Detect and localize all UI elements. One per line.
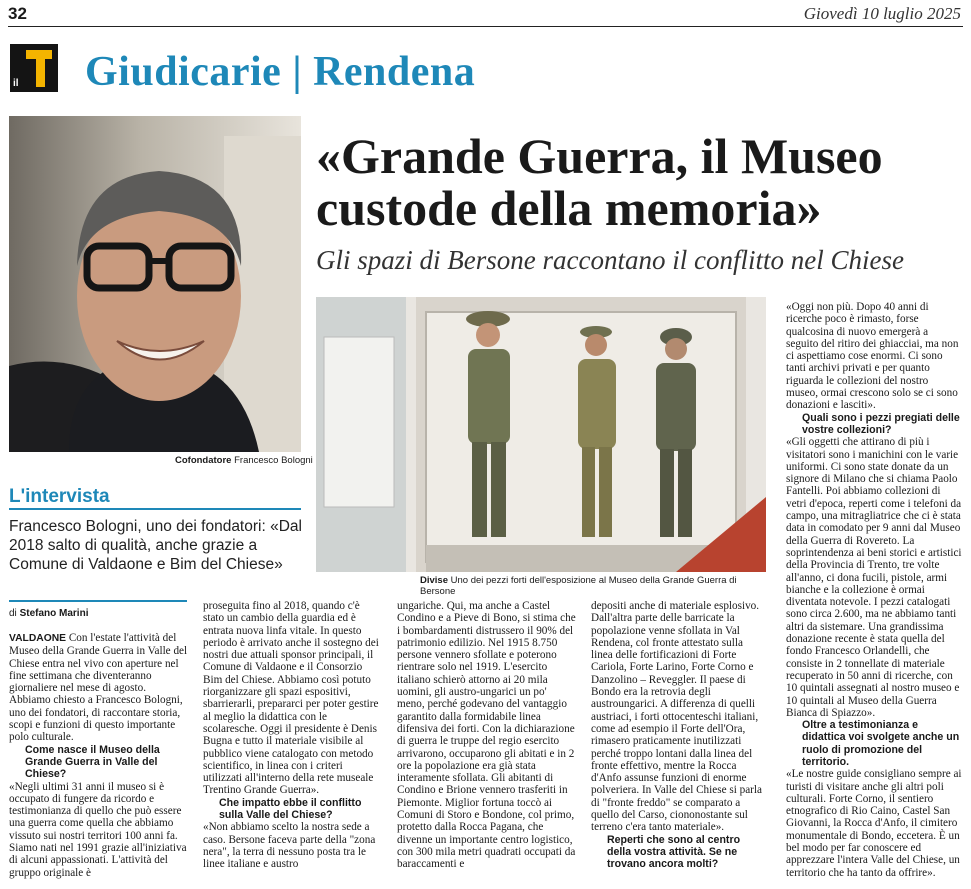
article-column-1 (9, 632, 189, 879)
article-column-2 (203, 600, 381, 871)
interview-question: Come nasce il Museo della Grande Guerra in Valle del Chiese? (25, 743, 160, 781)
portrait-caption-label: Cofondatore (175, 455, 232, 466)
exhibit-caption (420, 575, 770, 597)
byline (9, 608, 88, 619)
subheadline: Gli spazi di Bersone raccontano il conflitto nel Chiese (316, 245, 904, 275)
interview-deck: Francesco Bologni, uno dei fondatori: «Dal 2018 salto di qualità, anche grazie a Comune di Valdaone e Bim del Chiese» (9, 518, 302, 573)
interview-rule (9, 508, 301, 510)
column-paragraph: «Negli ultimi 31 anni il museo si è occupato di fungere da ricordo e testimonianza di quello che può essere una guerra come quella che abbiamo vissuto sui nostri territori 100 anni fa. Siamo nati nel 1991 grazie all'iniziativa di alcuni appassionati. L'attività del gruppo originale è (9, 780, 187, 879)
newspaper-logo (10, 44, 58, 92)
logo-il-text: il (13, 78, 19, 89)
column-paragraph: «Gli oggetti che attirano di più i visitatori sono i manichini con le varie uniformi. Ci sono state donate da un signore di Milano che si chiama Paolo Fantelli. Poi abbiamo collezioni di vetri d'epoca, reperti come i telefoni da campo, una mitragliatrice che ci è stata data in comodato per 9 anni dal Museo della Guerra di Rovereto. La soprintendenza ai beni storici e artistici della Provincia di Trento, tre volte all'anno, ci dona fucili, pistole, armi bianche e la collezione è ormai diventata notevole. I pezzi catalogati sono circa 2.600, ma ne abbiamo tanti altri da sistemare. Una grandissima donazione recente è stata quella del fondo Francesco Orlandelli, che consiste in 2 tonnellate di materiale recuperato in 50 anni di ricerche, con 10 quintali assegnati al nostro museo e 10 quintali al Museo della Guerra Bianca di Spiazzo». (786, 436, 962, 719)
article-column-4 (591, 600, 766, 871)
section-title: Giudicarie | Rendena (85, 49, 476, 95)
portrait-caption (175, 455, 313, 466)
interview-question: Reperti che sono al centro della vostra attività. Se ne trovano ancora molti? (607, 833, 741, 871)
interview-question: Oltre a testimonianza e didattica voi svolgete anche un ruolo di promozione del territorio. (802, 719, 960, 768)
header-rule (8, 26, 963, 27)
byline-prefix: di (9, 608, 17, 619)
portrait-caption-text: Francesco Bologni (234, 455, 313, 466)
portrait-photo (9, 116, 301, 452)
column-paragraph: «Le nostre guide consigliano sempre ai turisti di visitare anche gli altri poli culturali. Forte Corno, il sentiero etnografico di Rio Caino, Castel San Giovanni, la Rocca d'Anfo, il cimitero monumentale di Bondo, eccetera. È un bel modo per far conoscere ed apprezzare l'intera Valle del Chiese, un territorio che ha tanto da offrire». (786, 768, 962, 879)
column-paragraph: depositi anche di materiale esplosivo. Dall'altra parte delle barricate la popolazione venne sfollata in Val Rendena, col fronte attestato sulla linea delle fortificazioni di Forte Cariola, Forte Larino, Forte Corno e Danzolino – Reveggler. Il paese di Bondo era la retrovia degli austroungarici. A differenza di quelli austriaci, i forti ottocenteschi italiani, come ad esempio il Forte dell'Ora, rimasero praticamente inutilizzati perché troppo lontani dalla linea del fronte effettivo, mentre la Rocca d'Anfo assunse funzioni di enorme polveriera. In Valle del Chiese si parla di "fronte freddo" se comparato a quello del Carso, ciononostante sul terreno c'era tanto materiale». (591, 600, 762, 834)
issue-date: Giovedì 10 luglio 2025 (803, 4, 961, 23)
exhibit-photo (316, 297, 766, 572)
exhibit-caption-text: Uno dei pezzi forti dell'esposizione al Museo della Grande Guerra di Bersone (420, 575, 737, 597)
paragraph-text: Con l'estate l'attività del Museo della Grande Guerra in Valle del Chiese entra nel vivo con aperture nel fine settimana che diventeranno giornaliere nel mese di agosto. Abbiamo chiesto a Francesco Bologni, uno dei fondatori, di raccontare storia, scopi e funzioni di questo importante polo culturale. (9, 632, 188, 744)
column-paragraph: «Oggi non più. Dopo 40 anni di ricerche poco è rimasto, forse qualcosina di nuovo emergerà a seguito del ritiro dei ghiacciai, ma non ci aspettiamo cose enormi. Ci sono tanti archivi privati e per quanto riguarda le collezioni del nostro museo, ormai crescono solo se ci sono donazioni e lasciti». (786, 301, 959, 412)
page-number: 32 (8, 4, 27, 23)
byline-rule (9, 600, 187, 602)
interview-question: Che impatto ebbe il conflitto sulla Valle del Chiese? (219, 796, 362, 822)
article-column-5 (786, 301, 962, 879)
column-paragraph (9, 632, 189, 744)
dateline: VALDAONE (9, 633, 67, 644)
byline-author: Stefano Marini (19, 608, 89, 619)
article-column-3 (397, 600, 577, 871)
headline: «Grande Guerra, il Museo custode della memoria» (316, 128, 883, 236)
column-paragraph: «Non abbiamo scelto la nostra sede a caso. Bersone faceva parte della "zona nera", la terra di nessuno posta tra le linee italiane e austro (203, 821, 376, 871)
exhibit-caption-label: Divise (420, 575, 448, 586)
interview-label: L'intervista (9, 486, 110, 507)
column-paragraph: ungariche. Qui, ma anche a Castel Condino e a Pieve di Bono, si stima che i bombardamenti distrussero il 90% del patrimonio edilizio. Nel 1915 8.750 persone vennero sfollate e poterono rientrare solo nel 1919. L'esercito italiano schierò attorno ai 20 mila uomini, gli austro-ungarici un po' meno, perché godevano del vantaggio garantito dalla formidabile linea difensiva dei forti. Con la dichiarazione di guerra le truppe del regio esercito arrivarono, occuparono gli abitati e in 2 ore la popolazione era già stata interamente sfollata. Gli abitanti di Condino e Brione vennero trasferiti in Piemonte. Miglior fortuna toccò ai Comuni di Storo e Bondone, col primo, protetto dalla Rocca Pagana, che divenne un importante centro logistico, con 300 mila metri quadrati occupati da baraccamenti e (397, 600, 576, 871)
column-paragraph: proseguita fino al 2018, quando c'è stato un cambio della guardia ed è entrata nuova linfa vitale. In questo periodo è arrivato anche il sostegno dei nostri due attuali sponsor principali, il Comune di Valdaone e il Consorzio Bim del Chiese. Abbiamo così potuto riorganizzare gli spazi espositivi, sbarrierarli, prepararci per poter gestire al meglio la didattica con le scolaresche. Oggi il presidente è Denis Bugna e tutto il materiale visibile al pubblico viene catalogato con metodo scientifico, in linea con i criteri utilizzati all'interno della rete museale Trentino Grande Guerra». (203, 600, 379, 797)
interview-question: Quali sono i pezzi pregiati delle vostre collezioni? (802, 411, 960, 436)
